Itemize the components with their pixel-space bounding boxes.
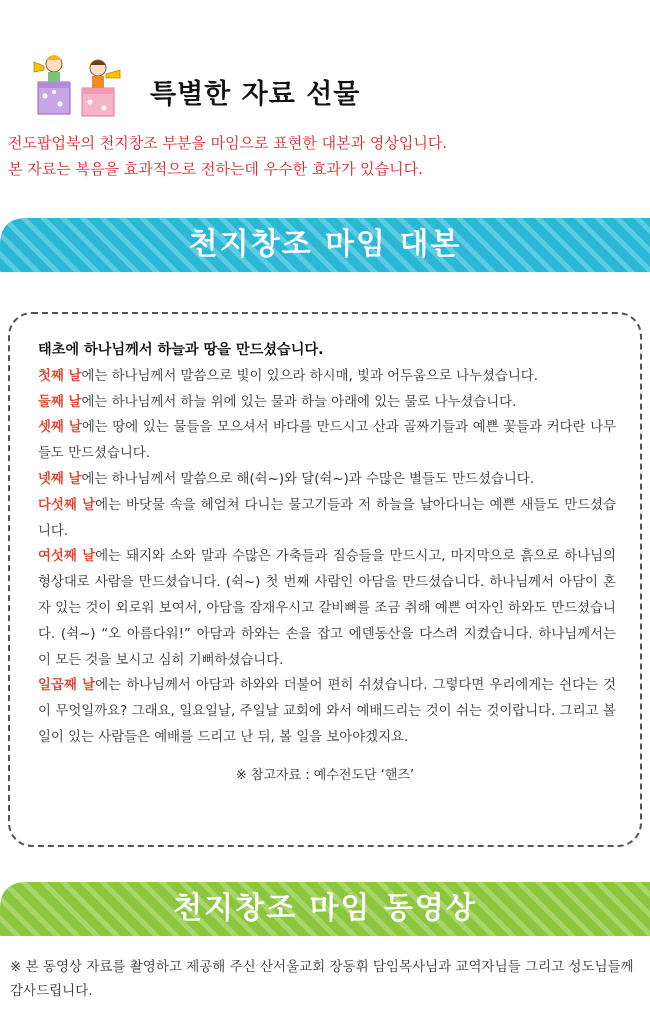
script-body bbox=[38, 338, 616, 751]
script-paragraph bbox=[38, 544, 616, 673]
thanks-footnote: ※ 본 동영상 자료를 촬영하고 제공해 주신 산서울교회 장동휘 담임목사님과 교역자님들 그리고 성도님들께 감사드립니다. bbox=[10, 959, 634, 999]
script-paragraph bbox=[38, 390, 616, 416]
day-label: 여섯째 날 bbox=[38, 549, 96, 565]
day-label: 다섯째 날 bbox=[38, 497, 96, 513]
day-label: 넷째 날 bbox=[38, 471, 82, 487]
script-paragraph bbox=[38, 415, 616, 467]
day-label: 일곱째 날 bbox=[38, 678, 96, 694]
page-title: 특별한 자료 선물 bbox=[150, 79, 361, 110]
day-label: 셋째 날 bbox=[38, 420, 82, 436]
paragraph-text: 에는 하나님께서 말씀으로 해(쉭~)와 달(쉭~)과 수많은 별들도 만드셨습니다. bbox=[81, 471, 534, 487]
day-label: 둘째 날 bbox=[38, 394, 82, 410]
day-label: 첫째 날 bbox=[38, 368, 82, 384]
paragraph-text: 에는 바닷물 속을 헤엄쳐 다니는 물고기들과 저 하늘을 날아다니는 예쁜 새들도 만드셨습니다. bbox=[38, 497, 616, 539]
script-lead: 태초에 하나님께서 하늘과 땅을 만드셨습니다. bbox=[38, 342, 324, 358]
script-section-banner bbox=[0, 218, 650, 272]
video-section-banner bbox=[0, 882, 650, 936]
kids-on-gift-boxes-icon bbox=[30, 44, 125, 119]
paragraph-text: 에는 땅에 있는 물들을 모으셔서 바다를 만드시고 산과 골짜기들과 예쁜 꽃들과 커다란 나무들도 만드셨습니다. bbox=[38, 420, 616, 462]
script-paragraph bbox=[38, 673, 616, 750]
paragraph-text: 에는 하나님께서 말씀으로 빛이 있으라 하시매, 빛과 어두움으로 나누셨습니다. bbox=[81, 368, 538, 384]
script-section-title: 천지창조 마임 대본 bbox=[188, 227, 462, 262]
script-paragraph bbox=[38, 493, 616, 545]
video-section-title: 천지창조 마임 동영상 bbox=[173, 891, 477, 926]
intro-text bbox=[8, 130, 447, 182]
script-paragraph bbox=[38, 467, 616, 493]
script-paragraph bbox=[38, 364, 616, 390]
paragraph-text: 에는 하나님께서 아담과 하와와 더불어 편히 쉬셨습니다. 그렇다면 우리에게는 쉰다는 것이 무엇일까요? 그래요, 일요일날, 주일날 교회에 와서 예배드리는 것이 쉬는 것이랍니다. 그리고 볼 일이 있는 사람들은 예배를 드리고 난 뒤, 볼 일을 보아야겠지요. bbox=[38, 678, 616, 745]
reference-note: ※ 참고자료 : 예수전도단 ‘핸즈’ bbox=[235, 768, 415, 783]
intro-line: 전도팝업북의 천지창조 부분을 마임으로 표현한 대본과 영상입니다. bbox=[8, 134, 448, 152]
paragraph-text: 에는 하나님께서 하늘 위에 있는 물과 하늘 아래에 있는 물로 나누셨습니다. bbox=[81, 394, 517, 410]
intro-line: 본 자료는 복음을 효과적으로 전하는데 우수한 효과가 있습니다. bbox=[8, 160, 423, 178]
paragraph-text: 에는 돼지와 소와 말과 수많은 가축들과 짐승들을 만드시고, 마지막으로 흙으로 하나님의 형상대로 사람을 만드셨습니다. (쉭~) 첫 번째 사람인 아담을 만드셨습니다. 하나님께서 아담이 혼자 있는 것이 외로워 보여서, 아담을 잠재우시고 갈비뼈를 조금 취해 예쁜 여자인 하와도 만드셨습니다. (쉭~) “오 아름다워!” 아담과 하와는 손을 잡고 에덴동산을 다스려 지켰습니다. 하나님께서는 이 모든 것을 보시고 심히 기뻐하셨습니다. bbox=[38, 549, 616, 668]
